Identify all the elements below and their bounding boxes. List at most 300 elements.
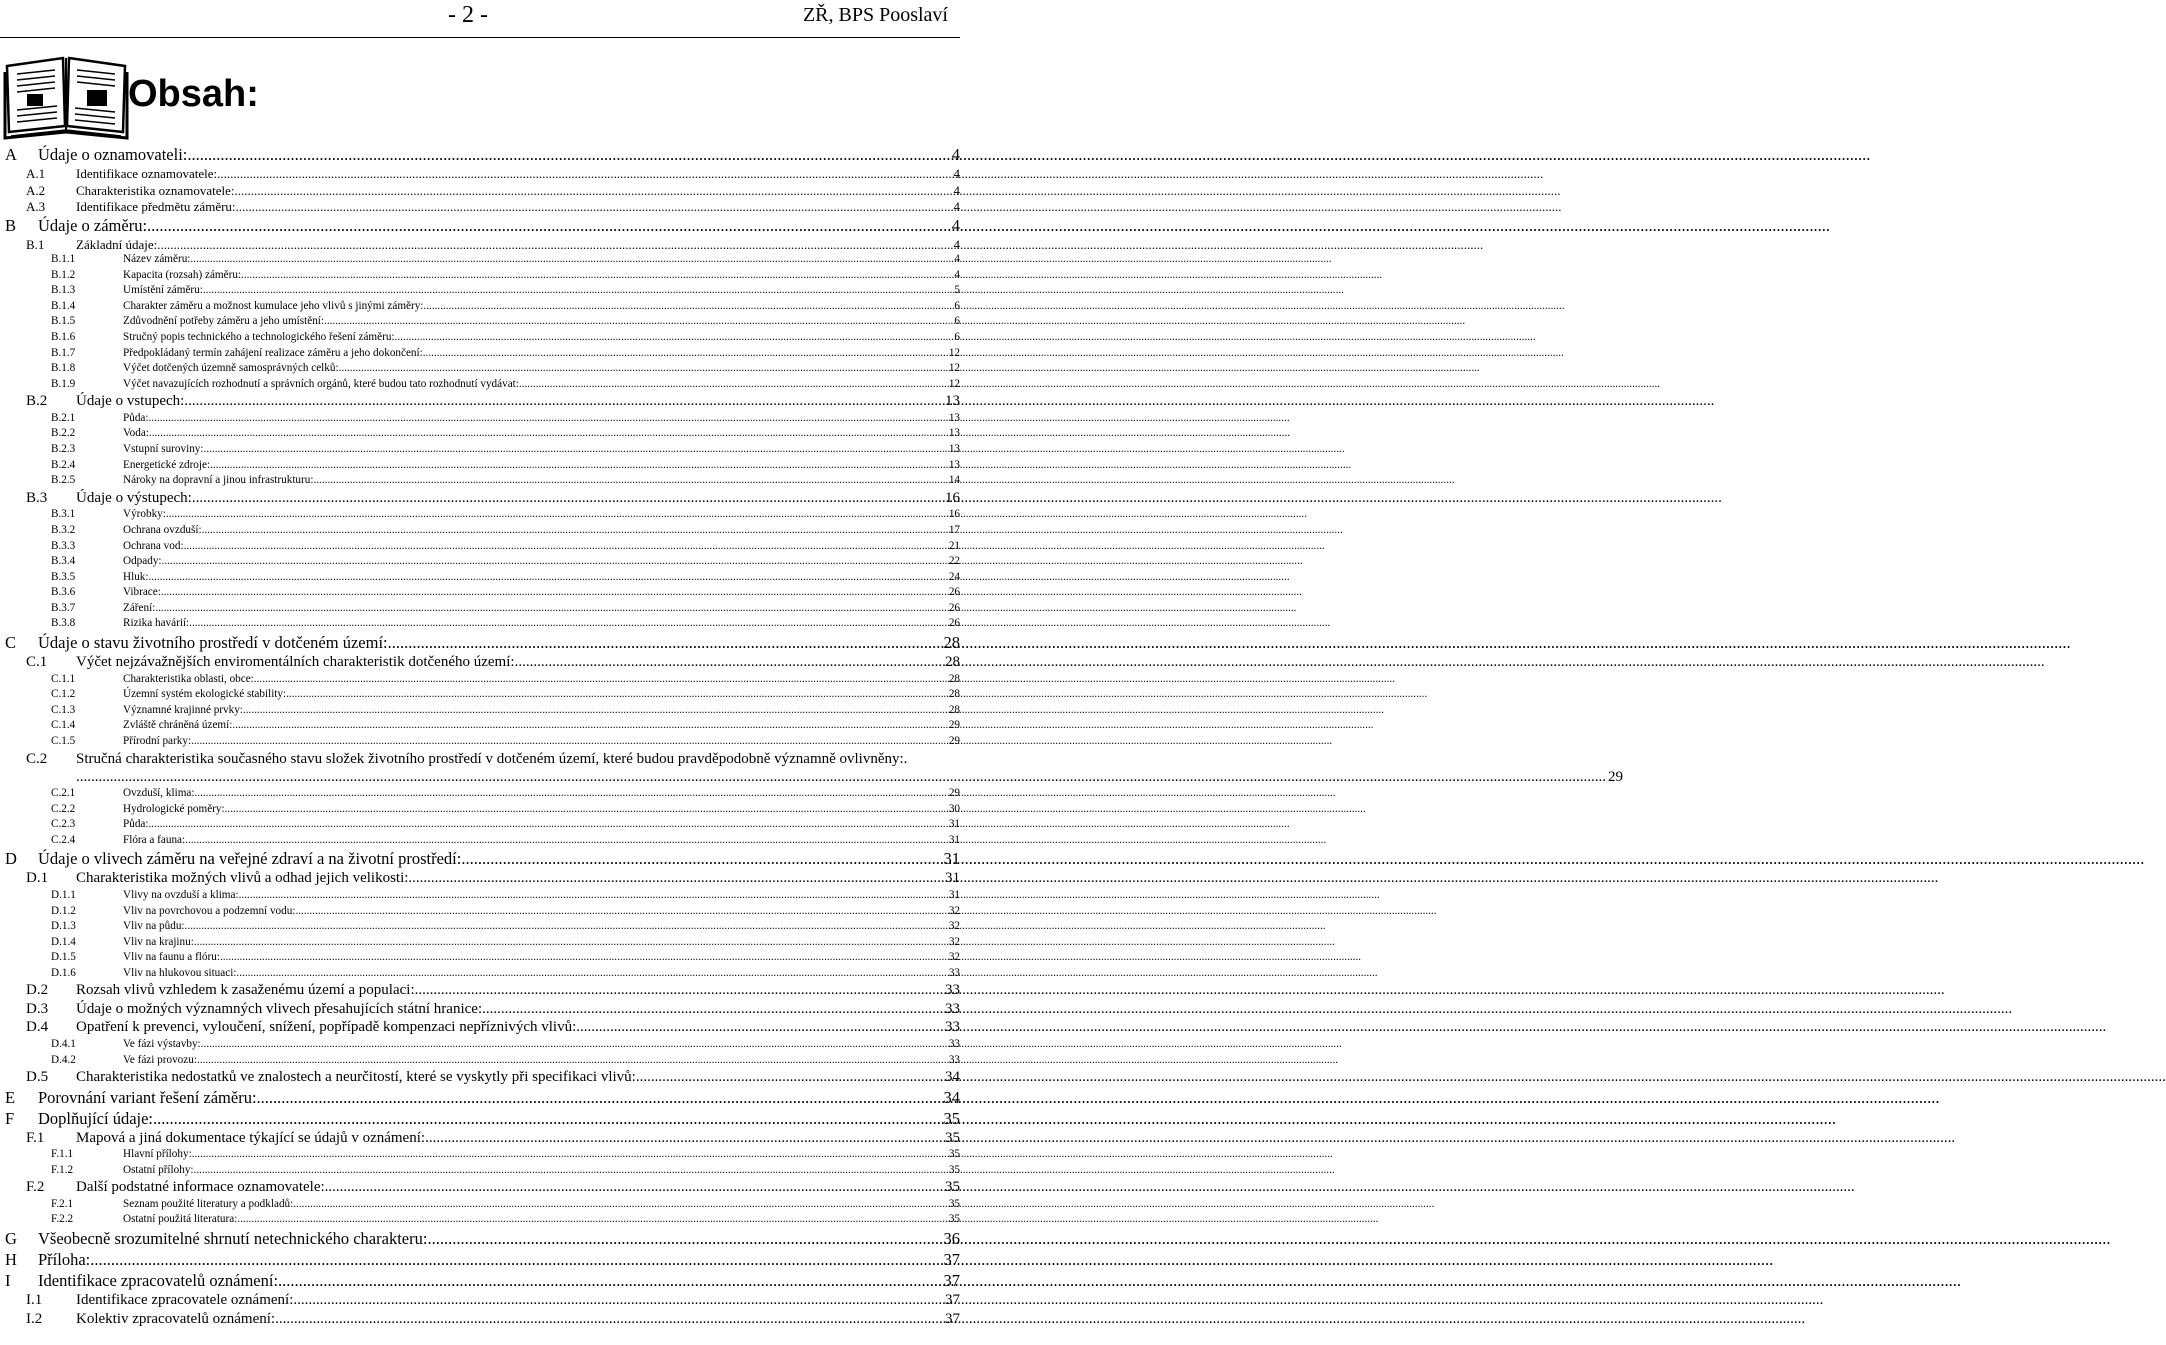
toc-entry-page: 31 (943, 849, 960, 869)
toc-entry-title: Příloha: (38, 1250, 91, 1270)
toc-entry-page: 13 (945, 393, 960, 410)
toc-entry-number: B.2.5 (51, 474, 76, 487)
toc-leader-dots (201, 1038, 947, 1050)
toc-leader-dots (236, 199, 952, 215)
toc-entry-title: Ve fázi výstavby: (123, 1037, 201, 1050)
toc-entry-title: Stručný popis technického a technologického řešení záměru: (123, 330, 395, 343)
toc-leader-dots (293, 1292, 943, 1309)
toc-entry-title: Údaje o záměru: (38, 215, 148, 235)
toc-entry-number: C.1.4 (51, 719, 76, 732)
toc-entry-page: 33 (945, 1019, 960, 1036)
toc-entry-title: Charakteristika oznamovatele: (76, 182, 235, 198)
toc-entry[interactable] (0, 1292, 960, 1311)
toc-leader-dots (157, 237, 951, 253)
toc-entry-page: 17 (948, 523, 960, 536)
toc-entry-number: B.1.2 (51, 268, 76, 281)
toc-entry-title: Hlavní přílohy: (123, 1148, 192, 1161)
toc-leader-dots (295, 905, 946, 917)
toc-entry[interactable] (0, 474, 960, 490)
toc-entry-title: Identifikace oznamovatele: (76, 166, 218, 181)
toc-entry[interactable] (0, 735, 960, 751)
toc-leader-dots (286, 688, 947, 700)
toc-entry-title: Výrobky: (123, 508, 166, 521)
toc-entry-title: Hluk: (123, 570, 149, 583)
toc-entry-number: D.1.2 (51, 904, 76, 917)
toc-leader-dots (149, 427, 947, 439)
toc-entry[interactable] (0, 586, 960, 602)
toc-leader-dots (194, 936, 947, 948)
toc-entry-title: Půda: (123, 411, 149, 424)
toc-entry-title: Charakter záměru a možnost kumulace jeho vlivů s jinými záměry: (123, 299, 424, 312)
toc-entry-title: Umístění záměru: (123, 284, 203, 297)
toc-entry-number: A.2 (26, 182, 46, 198)
toc-entry[interactable] (0, 688, 960, 704)
toc-entry-title: Voda: (123, 427, 149, 440)
toc-leader-dots (147, 216, 950, 236)
toc-entry-continuation[interactable] (0, 769, 1623, 787)
toc-leader-dots (425, 1130, 943, 1147)
toc-entry[interactable] (0, 602, 960, 618)
toc-entry-title: Charakteristika možných vlivů a odhad jejich velikosti: (76, 870, 409, 887)
toc-entry[interactable] (0, 1271, 960, 1292)
toc-entry-page: 6 (954, 330, 960, 343)
toc-entry-page: 13 (948, 411, 960, 424)
toc-entry[interactable] (0, 751, 960, 770)
toc-entry-number: F.1 (26, 1129, 45, 1146)
toc-leader-dots (257, 1088, 942, 1108)
toc-entry[interactable] (0, 269, 960, 285)
toc-entry[interactable] (0, 427, 960, 443)
toc-entry-title: Půda: (123, 818, 149, 831)
toc-entry-title: Vliv na faunu a flóru: (123, 951, 220, 964)
toc-leader-dots (197, 1054, 947, 1066)
page-title: Obsah: (128, 73, 259, 115)
toc-entry[interactable] (0, 331, 960, 347)
toc-leader-dots (166, 508, 947, 520)
toc-leader-dots (189, 617, 947, 629)
toc-leader-dots (519, 378, 947, 390)
toc-entry-page: 37 (943, 1271, 960, 1291)
toc-entry-number: D.3 (26, 1000, 49, 1017)
toc-entry-number: B.2.4 (51, 458, 76, 471)
toc-leader-dots (408, 870, 943, 887)
toc-leader-dots (192, 1148, 947, 1160)
toc-entry[interactable] (0, 284, 960, 300)
toc-entry-title: Údaje o vlivech záměru na veřejné zdraví a na životní prostředí: (38, 849, 462, 869)
toc-entry-number: D (5, 849, 17, 869)
toc-entry-page: 29 (948, 734, 960, 747)
toc-entry-title: Rizika havárií: (123, 617, 190, 630)
toc-entry-number: B.2.3 (51, 443, 76, 456)
toc-entry-number: D.1.1 (51, 888, 76, 901)
toc-entry[interactable] (0, 362, 960, 378)
toc-entry-number: B (5, 215, 17, 235)
toc-entry-page: 28 (948, 688, 960, 701)
toc-entry-title: Vlivy na ovzduší a klima: (123, 888, 239, 901)
toc-entry[interactable] (0, 555, 960, 571)
toc-entry[interactable] (0, 920, 960, 936)
toc-leader-dots (155, 602, 947, 614)
toc-entry[interactable] (0, 870, 960, 889)
toc-leader-dots (225, 803, 947, 815)
toc-leader-dots (232, 719, 946, 731)
toc-entry-page: 33 (948, 1037, 960, 1050)
toc-leader-dots (241, 269, 952, 281)
toc-entry-page: 26 (948, 617, 960, 630)
toc-entry[interactable] (0, 378, 960, 394)
toc-entry-number: C.2.3 (51, 818, 76, 831)
toc-entry-number: F.1.2 (51, 1163, 74, 1176)
toc-entry-number: F.2.1 (51, 1197, 74, 1210)
toc-entry-page: 13 (948, 458, 960, 471)
toc-leader-dots (184, 393, 943, 410)
toc-leader-dots (148, 818, 946, 830)
toc-entry-number: F (5, 1108, 15, 1128)
toc-entry-title: Všeobecně srozumitelné shrnutí netechnického charakteru: (38, 1229, 428, 1249)
toc-leader-dots (415, 982, 943, 999)
toc-entry[interactable] (0, 803, 960, 819)
toc-entry-number: A.1 (26, 166, 46, 181)
toc-entry-number: B.3.6 (51, 586, 76, 599)
toc-entry-title: Vliv na povrchovou a podzemní vodu: (123, 904, 296, 917)
toc-leader-dots (293, 1198, 947, 1210)
toc-entry-title: Další podstatné informace oznamovatele: (76, 1179, 325, 1196)
toc-entry[interactable] (0, 1038, 960, 1054)
toc-entry[interactable] (0, 1088, 960, 1109)
toc-entry-page: 37 (945, 1310, 960, 1327)
toc-entry-number: I (5, 1271, 11, 1291)
toc-entry-title: Mapová a jiná dokumentace týkající se údajů v oznámení: (76, 1129, 426, 1146)
toc-entry-number: B.1.7 (51, 346, 76, 359)
toc-entry-title: Vliv na krajinu: (123, 935, 194, 948)
toc-entry[interactable] (0, 412, 960, 428)
toc-entry[interactable] (0, 490, 960, 509)
toc-leader-dots (210, 459, 947, 471)
toc-entry-title: Porovnání variant řešení záměru: (38, 1087, 257, 1107)
toc-leader-dots (162, 555, 947, 567)
toc-entry[interactable] (0, 905, 960, 921)
toc-leader-dots (161, 586, 947, 598)
toc-leader-dots (90, 1250, 941, 1270)
toc-leader-dots (203, 284, 953, 296)
toc-entry[interactable] (0, 719, 960, 735)
toc-entry-page: 16 (945, 489, 960, 506)
toc-leader-dots (254, 673, 947, 685)
toc-entry[interactable] (0, 1054, 960, 1070)
toc-entry-number: H (5, 1250, 17, 1270)
toc-entry-page: 24 (948, 570, 960, 583)
toc-entry[interactable] (0, 1311, 960, 1330)
toc-entry-title: Vibrace: (123, 586, 161, 599)
toc-entry[interactable] (0, 199, 960, 216)
toc-entry-title: Seznam použité literatury a podkladů: (123, 1197, 294, 1210)
toc-entry[interactable] (0, 936, 960, 952)
toc-entry-number: D.1 (26, 870, 49, 887)
toc-entry-page: 33 (945, 982, 960, 999)
toc-leader-dots (76, 769, 1606, 787)
page-header (0, 0, 960, 30)
toc-entry[interactable] (0, 1250, 960, 1271)
toc-entry[interactable] (0, 1229, 960, 1250)
toc-entry-number: E (5, 1087, 16, 1107)
toc-entry-title: Ostatní použitá literatura: (123, 1213, 238, 1226)
toc-entry-page: 36 (943, 1229, 960, 1249)
toc-entry-page: 4 (951, 215, 960, 235)
toc-entry-number: B.1 (26, 236, 45, 252)
toc-entry-page: 35 (945, 1179, 960, 1196)
toc-entry[interactable] (0, 508, 960, 524)
toc-leader-dots (190, 253, 952, 265)
toc-entry-number: B.1.5 (51, 315, 76, 328)
toc-entry-number: A (5, 145, 17, 164)
toc-entry[interactable] (0, 540, 960, 556)
toc-entry[interactable] (0, 253, 960, 269)
toc-entry-page: 13 (948, 427, 960, 440)
toc-entry-page: 26 (948, 586, 960, 599)
toc-entry-title: Údaje o výstupech: (76, 489, 192, 506)
toc-entry[interactable] (0, 1109, 960, 1130)
toc-leader-dots (576, 1019, 943, 1036)
toc-leader-dots (278, 1271, 941, 1291)
toc-entry-page: 28 (943, 633, 960, 653)
toc-entry-title: Rozsah vlivů vzhledem k zasaženému území a populaci: (76, 982, 415, 999)
toc-leader-dots (239, 889, 947, 901)
toc-leader-dots (184, 540, 947, 552)
toc-entry-page: 16 (948, 508, 960, 521)
toc-leader-dots (148, 412, 946, 424)
toc-entry-page: 21 (948, 539, 960, 552)
toc-entry[interactable] (0, 1019, 960, 1038)
toc-entry-page: 4 (953, 182, 960, 198)
toc-entry-page: 29 (948, 787, 960, 800)
toc-entry-title: Předpokládaný termín zahájení realizace záměru a jeho dokončení: (123, 346, 423, 359)
toc-entry-title: Nároky na dopravní a jinou infrastrukturu: (123, 474, 314, 487)
toc-entry-number: F.1.1 (51, 1148, 74, 1161)
toc-entry[interactable] (0, 633, 960, 654)
toc-entry-number: G (5, 1229, 17, 1249)
toc-entry-page: 31 (945, 870, 960, 887)
toc-entry-page: 35 (948, 1213, 960, 1226)
toc-entry[interactable] (0, 145, 960, 166)
toc-entry-page: 4 (954, 253, 960, 265)
toc-entry[interactable] (0, 704, 960, 720)
page-number: - 2 - (448, 2, 488, 28)
toc-entry[interactable] (0, 300, 960, 316)
toc-entry-title: Ochrana ovzduší: (123, 523, 202, 536)
toc-entry[interactable] (0, 459, 960, 475)
toc-entry-number: I.2 (26, 1310, 43, 1327)
toc-leader-dots (194, 1164, 947, 1176)
toc-leader-dots (275, 1311, 943, 1328)
toc-entry[interactable] (0, 617, 960, 633)
toc-entry[interactable] (0, 1148, 960, 1164)
toc-entry-number: B.1.8 (51, 362, 76, 375)
toc-entry[interactable] (0, 834, 960, 850)
toc-leader-dots (234, 183, 951, 199)
toc-entry-number: B.1.3 (51, 284, 76, 297)
toc-entry-number: B.2.1 (51, 411, 76, 424)
toc-entry[interactable] (0, 524, 960, 540)
toc-entry-number: B.3.2 (51, 523, 76, 536)
toc-entry[interactable] (0, 443, 960, 459)
toc-entry-page: 31 (948, 818, 960, 831)
toc-entry[interactable] (0, 654, 960, 673)
toc-leader-dots (482, 1001, 943, 1018)
toc-entry-title: Základní údaje: (76, 236, 158, 252)
toc-entry-number: I.1 (26, 1292, 43, 1309)
toc-entry-title: Výčet dotčených územně samosprávných celků: (123, 362, 339, 375)
toc-entry-number: B.1.1 (51, 253, 76, 265)
toc-entry-title: Energetické zdroje: (123, 458, 211, 471)
toc-entry-title: Zdůvodnění potřeby záměru a jeho umístění: (123, 315, 325, 328)
toc-entry-page: 22 (948, 555, 960, 568)
toc-entry-number: F.2 (26, 1179, 45, 1196)
toc-entry-number: B.1.4 (51, 299, 76, 312)
toc-leader-dots (191, 735, 947, 747)
toc-entry-title: Údaje o oznamovateli: (38, 145, 188, 164)
toc-entry[interactable] (0, 166, 960, 183)
toc-leader-dots (325, 1179, 943, 1196)
table-of-contents (0, 145, 1623, 1329)
toc-entry-number: C.2.2 (51, 802, 76, 815)
toc-entry-title: Doplňující údaje: (38, 1108, 154, 1128)
open-book-icon (3, 52, 129, 140)
toc-entry-number: C.2.4 (51, 833, 76, 846)
toc-entry[interactable] (0, 849, 960, 870)
toc-entry-page: 12 (948, 362, 960, 375)
toc-entry[interactable] (0, 571, 960, 587)
toc-entry-page: 13 (948, 443, 960, 456)
toc-entry[interactable] (0, 1213, 960, 1229)
toc-entry-number: C (5, 633, 17, 653)
toc-entry-title: Významné krajinné prvky: (123, 703, 243, 716)
toc-entry-page: 32 (948, 951, 960, 964)
toc-entry-page: 35 (948, 1163, 960, 1176)
toc-entry[interactable] (0, 673, 960, 689)
toc-entry-title: Zvláště chráněná území: (123, 719, 233, 732)
toc-entry-page: 4 (953, 199, 960, 214)
toc-entry-number: B.3.1 (51, 508, 76, 521)
toc-entry-page: 26 (948, 601, 960, 614)
toc-entry[interactable] (0, 347, 960, 363)
toc-entry-page: 35 (943, 1108, 960, 1128)
toc-entry-number: B.3.8 (51, 617, 76, 630)
toc-entry-title: Identifikace zpracovatelů oznámení: (38, 1271, 279, 1291)
toc-entry-page: 35 (948, 1197, 960, 1210)
toc-entry-page: 4 (953, 236, 960, 252)
toc-entry[interactable] (0, 1130, 960, 1149)
toc-entry[interactable] (0, 818, 960, 834)
toc-entry-title: Ochrana vod: (123, 539, 184, 552)
toc-entry-title: Výčet nejzávažnějších enviromentálních charakteristik dotčeného území: (76, 654, 515, 671)
toc-entry-page: 28 (948, 703, 960, 716)
toc-entry-title: Údaje o vstupech: (76, 393, 185, 410)
toc-entry[interactable] (0, 951, 960, 967)
toc-entry[interactable] (0, 216, 960, 237)
toc-leader-dots (194, 787, 946, 799)
toc-entry-number: C.1 (26, 654, 48, 671)
toc-entry[interactable] (0, 315, 960, 331)
toc-entry-number: F.2.2 (51, 1213, 74, 1226)
toc-entry[interactable] (0, 967, 960, 983)
toc-leader-dots (388, 633, 942, 653)
document-code: ZŘ, BPS Pooslaví (802, 4, 948, 26)
toc-entry[interactable] (0, 1069, 960, 1088)
toc-entry-page: 4 (951, 145, 960, 164)
toc-entry-page: 6 (954, 315, 960, 328)
toc-entry[interactable] (0, 1179, 960, 1198)
toc-entry-title: Flóra a fauna: (123, 833, 186, 846)
toc-entry-page: 32 (948, 935, 960, 948)
toc-entry-title: Ostatní přílohy: (123, 1163, 194, 1176)
toc-entry-page: 35 (945, 1129, 960, 1146)
toc-entry-title: Vliv na hlukovou situaci: (123, 966, 237, 979)
toc-entry-number: B.3.4 (51, 555, 76, 568)
toc-entry-page: 29 (948, 719, 960, 732)
toc-entry[interactable] (0, 787, 960, 803)
toc-entry-title: Název záměru: (123, 253, 191, 265)
toc-leader-dots (185, 834, 947, 846)
toc-leader-dots (187, 145, 949, 165)
toc-entry-page: 28 (945, 654, 960, 671)
toc-entry[interactable] (0, 982, 960, 1001)
toc-entry-number: D.4 (26, 1019, 49, 1036)
toc-entry-page: 34 (943, 1087, 960, 1107)
toc-entry-number: B.3.5 (51, 570, 76, 583)
toc-entry-number: B.2.2 (51, 427, 76, 440)
toc-entry-number: B.3.3 (51, 539, 76, 552)
toc-entry-title: Kolektiv zpracovatelů oznámení: (76, 1310, 276, 1327)
toc-entry-page: 31 (948, 833, 960, 846)
toc-entry-title: Záření: (123, 601, 156, 614)
toc-entry-page: 33 (948, 966, 960, 979)
toc-entry-page: 35 (948, 1148, 960, 1161)
toc-entry-page: 29 (1608, 769, 1623, 786)
toc-entry-number: C.1.2 (51, 688, 76, 701)
toc-leader-dots (339, 362, 947, 374)
toc-entry-number: D.4.1 (51, 1037, 76, 1050)
toc-entry[interactable] (0, 1001, 960, 1020)
toc-entry-number: D.5 (26, 1069, 49, 1086)
header-rule (0, 37, 960, 38)
toc-leader-dots (243, 704, 947, 716)
toc-entry-page: 33 (945, 1000, 960, 1017)
toc-entry-number: B.1.9 (51, 377, 76, 390)
toc-leader-dots (185, 920, 947, 932)
toc-entry-number: D.1.6 (51, 966, 76, 979)
toc-entry-title: Údaje o stavu životního prostředí v dotčeném území: (38, 633, 388, 653)
toc-entry[interactable] (0, 889, 960, 905)
toc-entry-number: C.2 (26, 750, 48, 767)
toc-entry-number: C.1.3 (51, 703, 76, 716)
toc-entry[interactable] (0, 393, 960, 412)
toc-entry[interactable] (0, 183, 960, 200)
toc-leader-dots (148, 571, 946, 583)
toc-entry-number: D.1.4 (51, 935, 76, 948)
toc-leader-dots (236, 967, 946, 979)
toc-entry-title: Vliv na půdu: (123, 920, 185, 933)
toc-leader-dots (636, 1069, 943, 1086)
toc-entry-number: D.1.5 (51, 951, 76, 964)
toc-entry-title: Ovzduší, klima: (123, 787, 195, 800)
toc-leader-dots (515, 654, 943, 671)
toc-entry-number: A.3 (26, 199, 46, 214)
toc-entry[interactable] (0, 237, 960, 254)
toc-entry-title: Stručná charakteristika současného stavu složek životního prostředí v dotčeném území, které budou pravděpodobně významně ovlivněny:. (76, 750, 908, 767)
toc-leader-dots (427, 1229, 941, 1249)
toc-entry[interactable] (0, 1198, 960, 1214)
toc-entry[interactable] (0, 1164, 960, 1180)
